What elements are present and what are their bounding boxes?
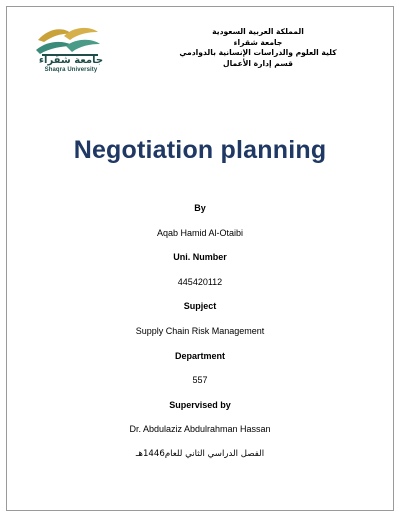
document-title: Negotiation planning bbox=[73, 136, 327, 164]
subject-value: Supply Chain Risk Management bbox=[135, 325, 265, 336]
arabic-header bbox=[158, 27, 358, 69]
header-line-college: كلية العلوم والدراسات الإنسانية بالدوادمي bbox=[179, 48, 337, 57]
department-label: Department bbox=[174, 350, 225, 361]
semester-text: الفصل الدراسي الثاني للعام1446هـ bbox=[135, 448, 265, 459]
logo-english-name: Shaqra University bbox=[44, 67, 98, 73]
by-label: By bbox=[194, 203, 206, 213]
header-line-department: قسم إدارة الأعمال bbox=[223, 58, 293, 68]
subject-label: Supject bbox=[183, 301, 217, 312]
cover-info bbox=[0, 196, 400, 467]
logo-emblem-icon bbox=[34, 24, 104, 58]
supervisor-name: Dr. Abdulaziz Abdulrahman Hassan bbox=[129, 424, 271, 435]
logo-arabic-name: جامعة شقراء bbox=[38, 55, 104, 66]
department-value: 557 bbox=[192, 375, 208, 386]
supervised-label: Supervised by bbox=[169, 399, 231, 410]
header-line-country: المملكة العربية السعودية bbox=[212, 27, 304, 36]
uni-number-label: Uni. Number bbox=[173, 252, 227, 263]
uni-number-value: 445420112 bbox=[177, 276, 223, 287]
header-line-university: جامعة شقراء bbox=[233, 37, 283, 47]
author-name: Aqab Hamid Al-Otaibi bbox=[156, 227, 244, 238]
